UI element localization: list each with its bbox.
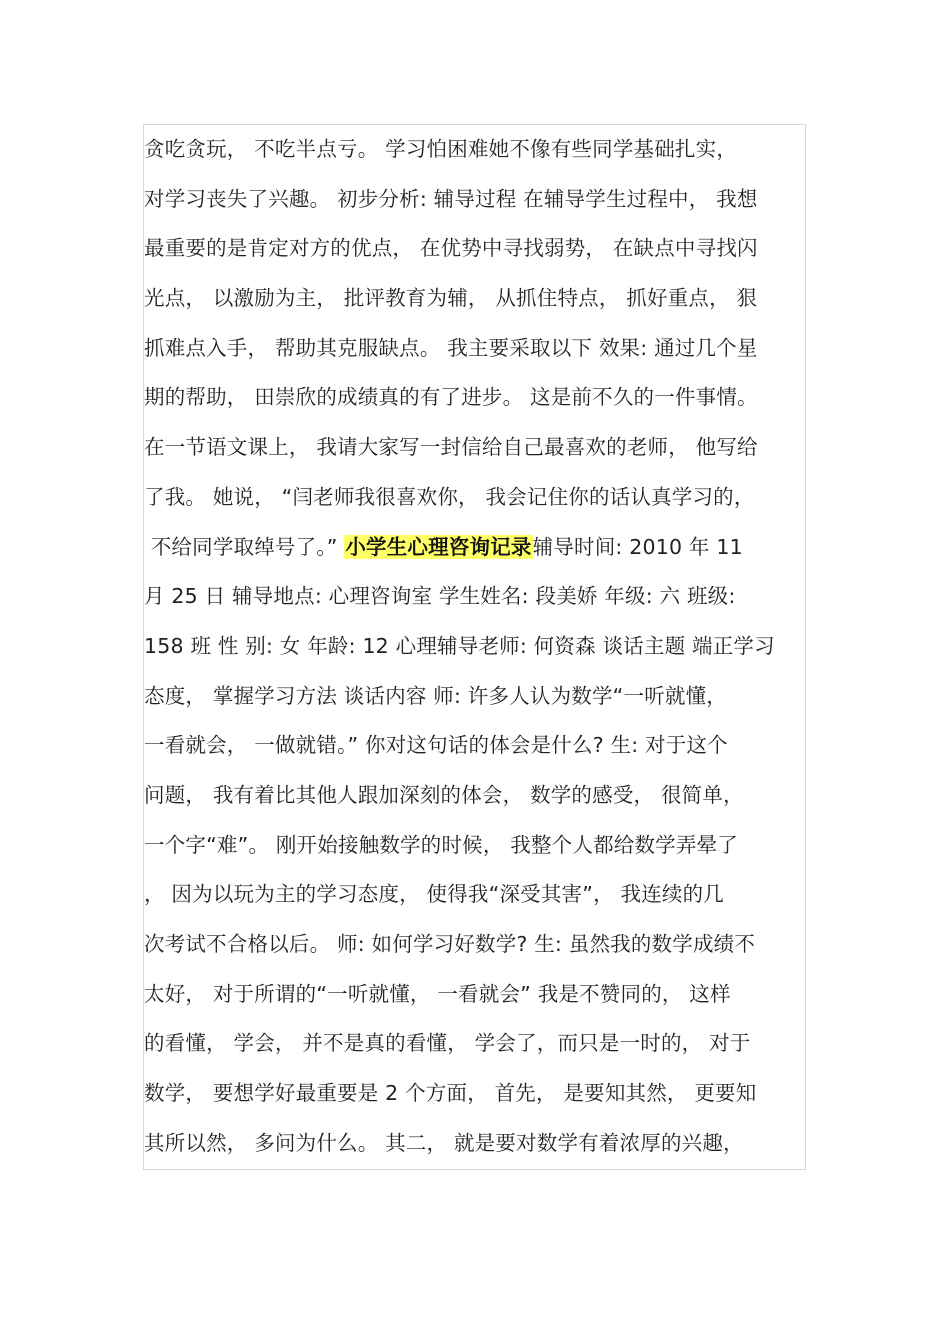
text-line-4: 光点， 以激励为主， 批评教育为辅， 从抓住特点， 抓好重点， 狠: [144, 286, 758, 311]
text-line-21: 其所以然， 多问为什么。 其二， 就是要对数学有着浓厚的兴趣，: [144, 1130, 744, 1155]
text-line-9: [144, 523, 805, 573]
text-line-19: 的看懂， 学会， 并不是真的看懂， 学会了，而只是一时的， 对于: [144, 1031, 751, 1056]
text-line-18: 太好， 对于所谓的“一听就懂， 一看就会” 我是不赞同的， 这样: [144, 981, 731, 1006]
document-body: [144, 125, 805, 1168]
text-line-16: ， 因为以玩为主的学习态度， 使得我“深受其害”， 我连续的几: [144, 882, 724, 907]
text-line-9-end: 辅导时间: 2010 年 11: [532, 534, 743, 559]
text-line-14: 问题， 我有着比其他人跟加深刻的体会， 数学的感受， 很简单，: [144, 782, 744, 807]
highlighted-title: 小学生心理咨询记录: [345, 534, 532, 559]
text-line-17: 次考试不合格以后。 师: 如何学习好数学? 生: 虽然我的数学成绩不: [144, 932, 756, 956]
text-line-2: 对学习丧失了兴趣。 初步分析: 辅导过程 在辅导学生过程中， 我想: [144, 186, 758, 211]
text-line-6: 期的帮助， 田崇欣的成绩真的有了进步。 这是前不久的一件事情。: [144, 385, 758, 410]
text-line-13: 一看就会， 一做就错。” 你对这句话的体会是什么? 生: 对于这个: [144, 733, 728, 758]
text-line-8: 了我。 她说， “闫老师我很喜欢你， 我会记住你的话认真学习的，: [144, 484, 755, 509]
text-line-9-start: 不给同学取绰号了。”: [144, 534, 345, 559]
text-line-5: 抓难点入手， 帮助其克服缺点。 我主要采取以下 效果: 通过几个星: [144, 335, 758, 360]
text-line-10: 月 25 日 辅导地点: 心理咨询室 学生姓名: 段美娇 年级: 六 班级:: [144, 584, 736, 609]
text-line-20: 数学， 要想学好最重要是 2 个方面， 首先， 是要知其然， 更要知: [144, 1081, 757, 1106]
text-line-7: 在一节语文课上， 我请大家写一封信给自己最喜欢的老师， 他写给: [144, 435, 758, 460]
text-line-15: 一个字“难”。 刚开始接触数学的时候， 我整个人都给数学弄晕了: [144, 832, 738, 857]
text-line-11: 158 班 性 别: 女 年龄: 12 心理辅导老师: 何资森 谈话主题 端正学习: [144, 633, 775, 658]
text-line-3: 最重要的是肯定对方的优点， 在优势中寻找弱势， 在缺点中寻找闪: [144, 236, 758, 261]
text-line-12: 态度， 掌握学习方法 谈话内容 师: 许多人认为数学“一听就懂，: [144, 683, 727, 708]
text-line-1: 贪吃贪玩， 不吃半点亏。 学习怕困难她不像有些同学基础扎实，: [144, 137, 738, 161]
